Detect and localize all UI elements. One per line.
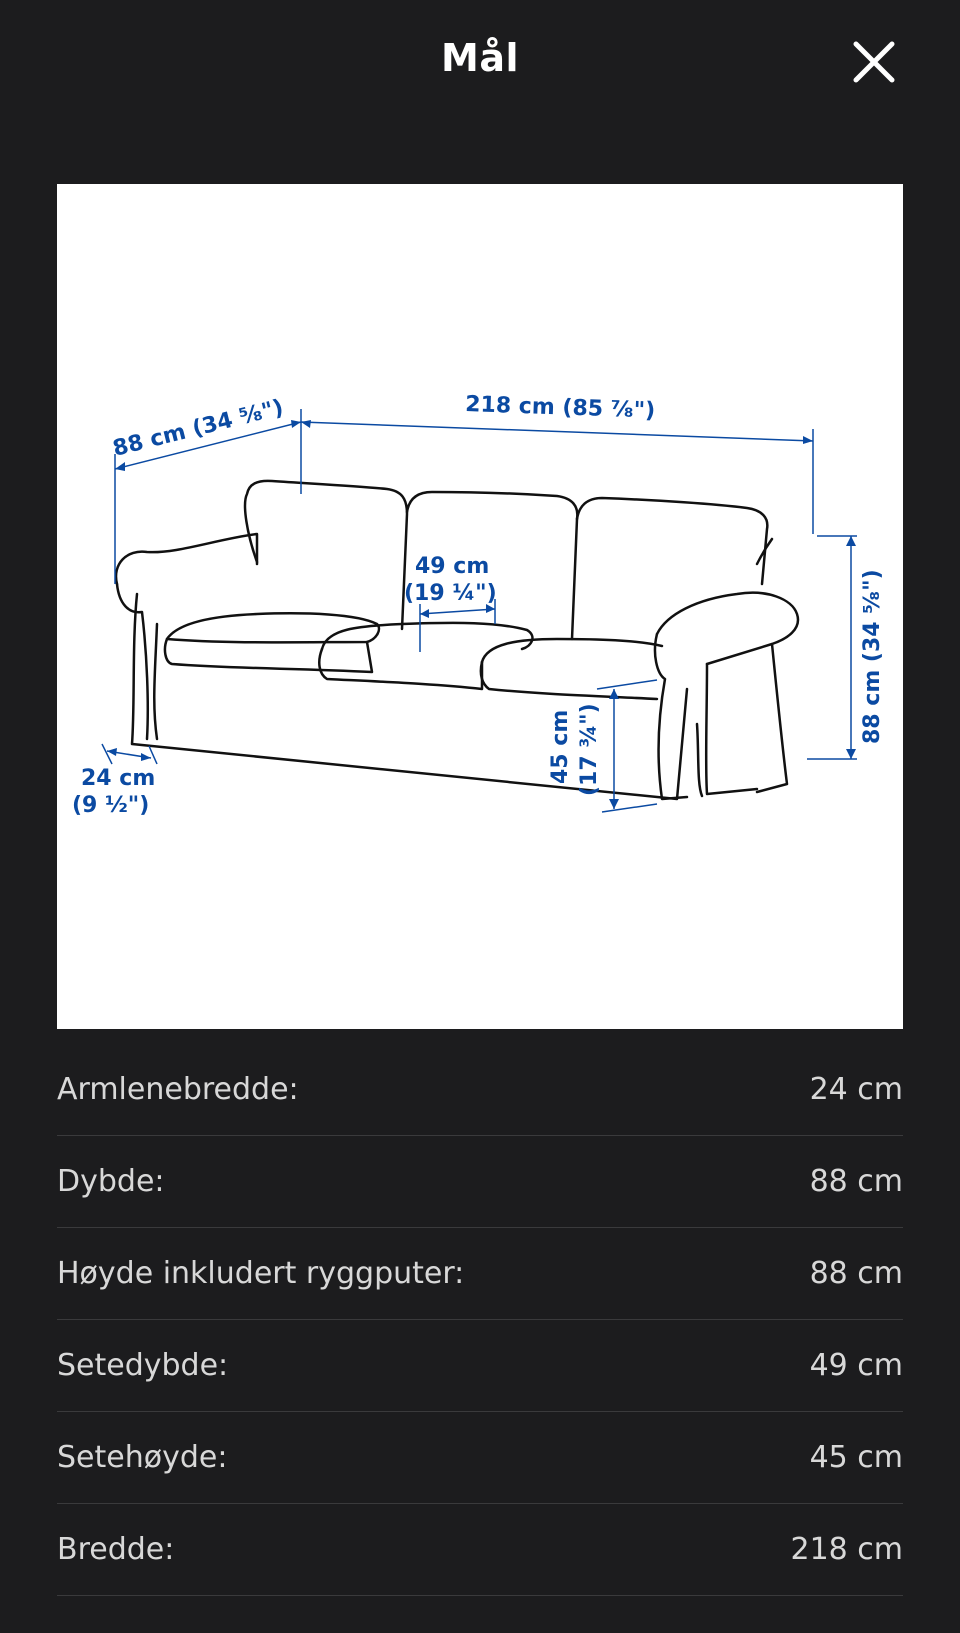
seat-height-label-cm: 45 cm [548,709,573,784]
sofa-drawing [57,184,903,1029]
modal-header [0,0,960,124]
spec-row-depth [57,1136,903,1228]
close-button[interactable] [848,36,900,88]
dimension-arrows [107,420,856,809]
spec-row-height [57,1228,903,1320]
spec-value: 49 cm [809,1348,903,1383]
spec-label: Dybde: [57,1164,165,1199]
spec-label: Setehøyde: [57,1440,228,1475]
spec-value: 45 cm [809,1440,903,1475]
spec-row-seat-height [57,1412,903,1504]
spec-label: Setedybde: [57,1348,229,1383]
spec-value: 24 cm [809,1072,903,1107]
spec-label: Høyde inkludert ryggputer: [57,1256,465,1291]
seat-depth-label-in: (19 ¼") [404,581,497,606]
seat-height-label-in: (17 ¾") [577,703,602,796]
spec-row-seat-depth [57,1320,903,1412]
sofa-outline [116,481,798,799]
seat-depth-label-cm: 49 cm [415,554,490,579]
armrest-label-cm: 24 cm [81,766,156,791]
width-dimension-label: 218 cm (85 ⁷⁄₈") [464,392,656,424]
dimension-diagram [57,184,903,1029]
spec-value: 88 cm [809,1164,903,1199]
height-dimension-label: 88 cm (34 ⁵⁄₈") [860,569,885,744]
spec-label: Bredde: [57,1532,175,1567]
depth-dimension-label: 88 cm (34 ⁵⁄₈") [110,395,286,462]
dimension-list [57,1044,903,1596]
spec-value: 88 cm [809,1256,903,1291]
spec-row-armrest-width [57,1044,903,1136]
page-title: Mål [441,36,519,80]
close-icon [848,36,900,88]
spec-row-width [57,1504,903,1596]
spec-label: Armlenebredde: [57,1072,299,1107]
armrest-label-in: (9 ½") [72,793,150,818]
spec-value: 218 cm [790,1532,903,1567]
